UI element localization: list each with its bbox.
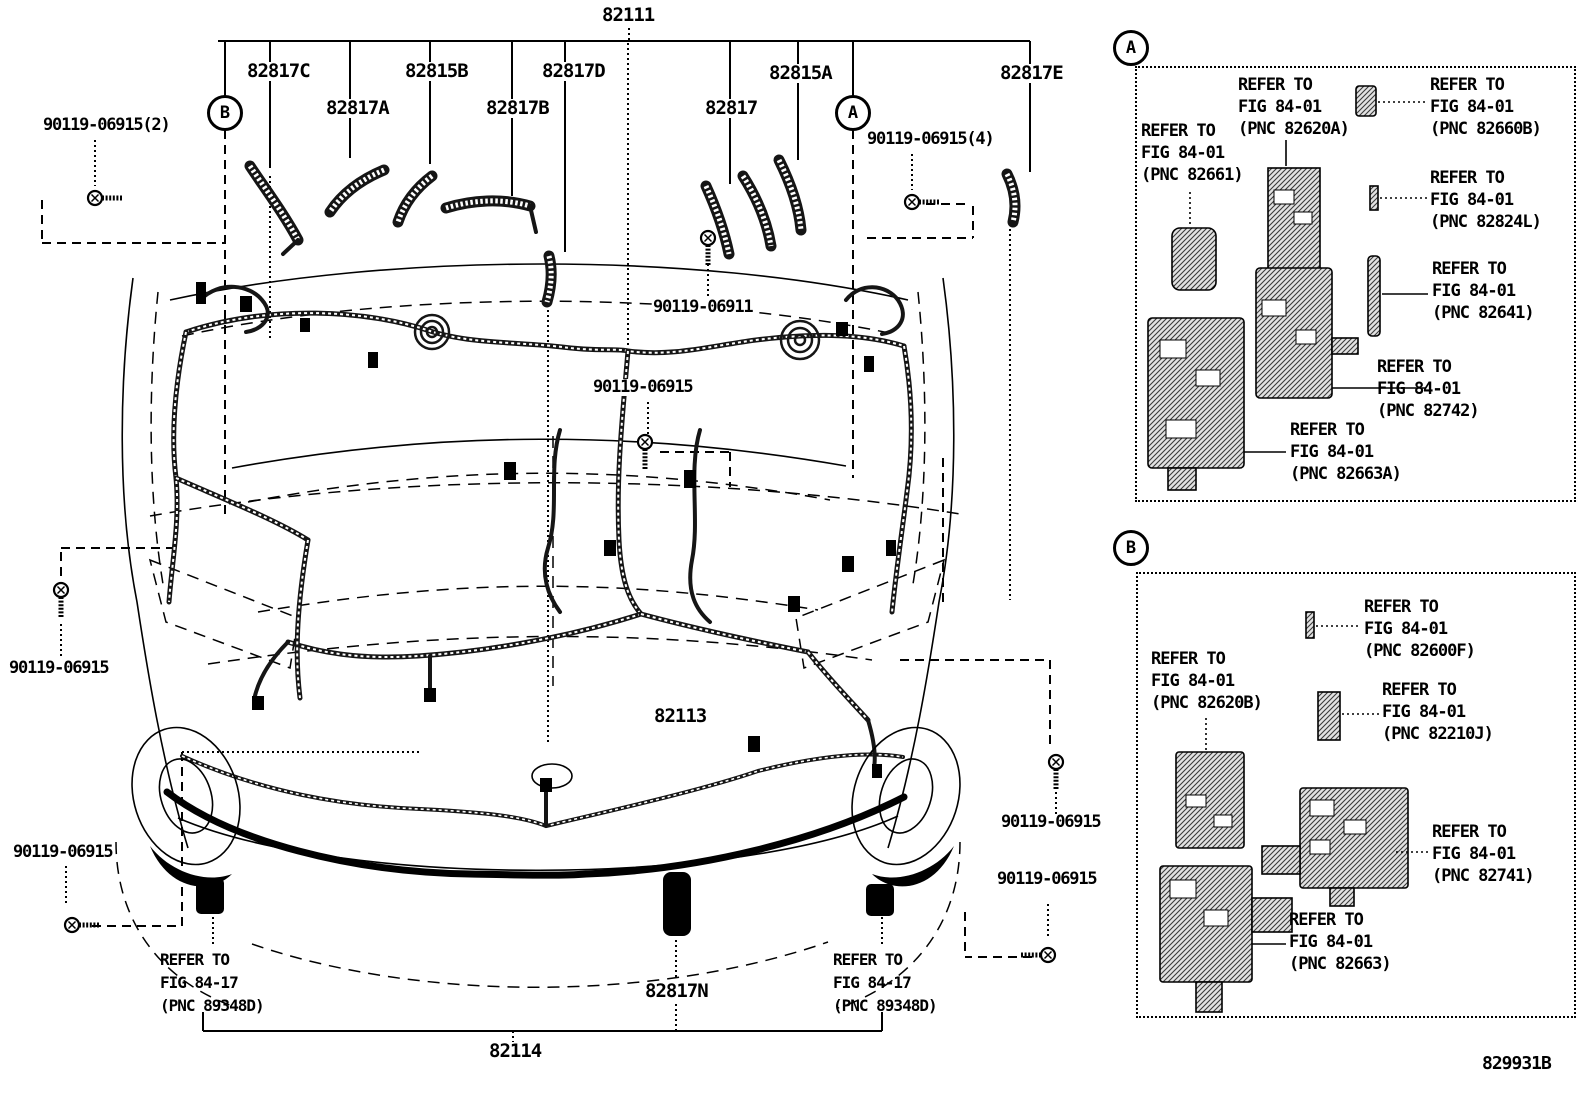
screw-icon bbox=[1049, 755, 1063, 789]
fastener-label-90119-06911[interactable]: 90119-06911 bbox=[653, 297, 753, 317]
fastener-label-90119-06915-4[interactable]: 90119-06915(4) bbox=[867, 129, 994, 149]
part-label-82815A[interactable]: 82815A bbox=[769, 62, 832, 84]
fastener-label-90119-06915-right-lower[interactable]: 90119-06915 bbox=[997, 869, 1097, 889]
fastener-label-90119-06915-bottom-left[interactable]: 90119-06915 bbox=[13, 842, 113, 862]
refer-line: (PNC 82661) bbox=[1141, 165, 1243, 185]
refer-line: FIG 84-01 bbox=[1289, 932, 1373, 952]
refer-line: REFER TO bbox=[833, 950, 903, 969]
part-label-82815B[interactable]: 82815B bbox=[405, 60, 468, 82]
screw-icon bbox=[638, 435, 652, 469]
refer-note-82210j bbox=[1382, 679, 1493, 745]
refer-line: REFER TO bbox=[1141, 121, 1215, 141]
bottom-bracket bbox=[203, 1012, 882, 1042]
refer-line: FIG 84-01 bbox=[1141, 143, 1225, 163]
refer-line: (PNC 82741) bbox=[1432, 866, 1534, 886]
refer-line: (PNC 89348D) bbox=[833, 996, 937, 1015]
part-label-82817N[interactable]: 82817N bbox=[645, 980, 708, 1002]
refer-line: REFER TO bbox=[1238, 75, 1312, 95]
refer-note-82741 bbox=[1432, 821, 1534, 887]
harness-part-pieces bbox=[250, 160, 1015, 302]
part-label-82114[interactable]: 82114 bbox=[489, 1040, 542, 1062]
refer-line: REFER TO bbox=[1432, 259, 1506, 279]
refer-line: (PNC 82824L) bbox=[1430, 212, 1541, 232]
foglamp-left bbox=[115, 713, 257, 886]
refer-line: REFER TO bbox=[1290, 420, 1364, 440]
refer-line: REFER TO bbox=[1377, 357, 1451, 377]
part-label-82817[interactable]: 82817 bbox=[705, 97, 758, 119]
screw-icon bbox=[905, 195, 939, 209]
fastener-label-90119-06915-2[interactable]: 90119-06915(2) bbox=[43, 115, 170, 135]
refer-line: FIG 84-01 bbox=[1151, 671, 1235, 691]
marker-a-panel bbox=[1113, 30, 1149, 66]
refer-note-82663 bbox=[1289, 909, 1391, 975]
part-label-82111[interactable]: 82111 bbox=[602, 4, 655, 26]
refer-line: REFER TO bbox=[160, 950, 230, 969]
refer-note-82661 bbox=[1141, 120, 1243, 186]
refer-line: (PNC 82620B) bbox=[1151, 693, 1262, 713]
refer-line: REFER TO bbox=[1432, 822, 1506, 842]
refer-line: FIG 84-01 bbox=[1382, 702, 1466, 722]
refer-line: FIG 84-01 bbox=[1432, 281, 1516, 301]
refer-line: (PNC 82663A) bbox=[1290, 464, 1401, 484]
part-label-82817C[interactable]: 82817C bbox=[247, 60, 310, 82]
screw-icon bbox=[54, 583, 68, 617]
screw-icon bbox=[701, 231, 715, 265]
foglamp-right bbox=[835, 713, 977, 886]
refer-note-82620b bbox=[1151, 648, 1262, 714]
fastener-label-90119-06915-mid[interactable]: 90119-06915 bbox=[593, 377, 693, 397]
refer-line: (PNC 82663) bbox=[1289, 954, 1391, 974]
refer-note-82663a bbox=[1290, 419, 1401, 485]
refer-note-82600f bbox=[1364, 596, 1475, 662]
refer-note-82641 bbox=[1432, 258, 1534, 324]
refer-note-82824l bbox=[1430, 167, 1541, 233]
refer-line: FIG 84-01 bbox=[1430, 97, 1514, 117]
car-body-outline bbox=[116, 264, 960, 1008]
refer-line: FIG 84-01 bbox=[1432, 844, 1516, 864]
refer-note-82660b bbox=[1430, 74, 1541, 140]
refer-line: FIG 84-01 bbox=[1364, 619, 1448, 639]
refer-line: (PNC 89348D) bbox=[160, 996, 264, 1015]
marker-a-panel-letter: A bbox=[1125, 38, 1137, 58]
refer-line: (PNC 82660B) bbox=[1430, 119, 1541, 139]
fastener-label-90119-06915-right-upper[interactable]: 90119-06915 bbox=[1001, 812, 1101, 832]
refer-note-89348d-right bbox=[833, 948, 937, 1017]
refer-note-89348d-left bbox=[160, 948, 264, 1017]
part-label-82113[interactable]: 82113 bbox=[654, 705, 707, 727]
refer-line: FIG 84-01 bbox=[1430, 190, 1514, 210]
refer-line: (PNC 82742) bbox=[1377, 401, 1479, 421]
screw-icon bbox=[65, 918, 99, 932]
figure-code: 829931B bbox=[1482, 1053, 1551, 1074]
part-label-82817D[interactable]: 82817D bbox=[542, 60, 605, 82]
marker-b-main bbox=[207, 95, 243, 131]
refer-line: (PNC 82210J) bbox=[1382, 724, 1493, 744]
refer-line: REFER TO bbox=[1430, 75, 1504, 95]
refer-line: (PNC 82620A) bbox=[1238, 119, 1349, 139]
marker-a-letter: A bbox=[847, 103, 859, 123]
refer-line: FIG 84-01 bbox=[1377, 379, 1461, 399]
screw-icons bbox=[54, 191, 1063, 962]
marker-b-panel-letter: B bbox=[1125, 538, 1137, 558]
screw-icon bbox=[88, 191, 122, 205]
marker-a-main bbox=[835, 95, 871, 131]
refer-line: REFER TO bbox=[1364, 597, 1438, 617]
refer-line: (PNC 82641) bbox=[1432, 303, 1534, 323]
refer-line: FIG 84-01 bbox=[1238, 97, 1322, 117]
refer-line: REFER TO bbox=[1382, 680, 1456, 700]
part-label-82817E[interactable]: 82817E bbox=[1000, 62, 1063, 84]
wiring-harness bbox=[167, 287, 911, 875]
refer-line: FIG 84-17 bbox=[833, 973, 911, 992]
refer-note-82620a bbox=[1238, 74, 1349, 140]
refer-line: (PNC 82600F) bbox=[1364, 641, 1475, 661]
refer-line: REFER TO bbox=[1430, 168, 1504, 188]
marker-b-panel bbox=[1113, 530, 1149, 566]
refer-line: REFER TO bbox=[1289, 910, 1363, 930]
refer-line: REFER TO bbox=[1151, 649, 1225, 669]
part-label-82817B[interactable]: 82817B bbox=[486, 97, 549, 119]
part-label-82817A[interactable]: 82817A bbox=[326, 97, 389, 119]
refer-line: FIG 84-17 bbox=[160, 973, 238, 992]
fastener-label-90119-06915-left[interactable]: 90119-06915 bbox=[9, 658, 109, 678]
refer-line: FIG 84-01 bbox=[1290, 442, 1374, 462]
marker-b-letter: B bbox=[219, 103, 231, 123]
refer-note-82742 bbox=[1377, 356, 1479, 422]
screw-icon bbox=[1021, 948, 1055, 962]
